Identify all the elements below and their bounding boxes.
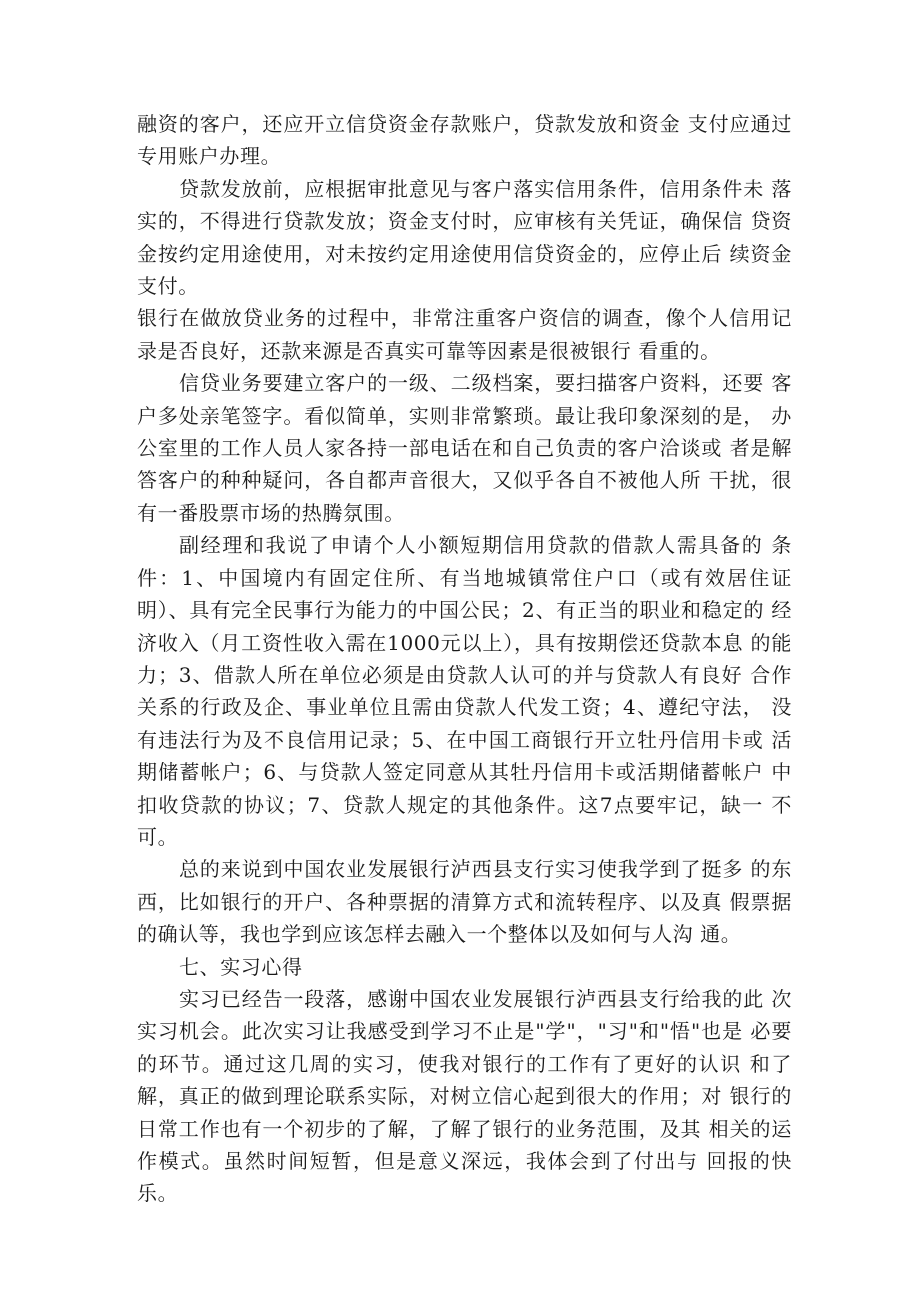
paragraph-4: 信贷业务要建立客户的一级、二级档案，要扫描客户资料，还要 客户多处亲笔签字。看似简单，实则非常繁琐。最让我印象深刻的是， 办公室里的工作人员人家各持一部电话在和自己负责的客户洽谈或 者是解答客户的种种疑问，各自都声音很大，又似乎各自不被他人所 干扰，很有一番股票市场的热腾氛围。 <box>137 371 792 525</box>
paragraph-1: 融资的客户，还应开立信贷资金存款账户，贷款发放和资金 支付应通过专用账户办理。 <box>137 112 792 169</box>
paragraph-2: 贷款发放前，应根据审批意见与客户落实信用条件，信用条件未 落实的，不得进行贷款发放；资金支付时，应审核有关凭证，确保信 贷资金按约定用途使用，对未按约定用途使用信贷资金的，应停止后 续资金支付。 <box>137 176 792 299</box>
section-heading: 七、实习心得 <box>179 954 303 979</box>
paragraph-3: 银行在做放贷业务的过程中，非常注重客户资信的调查，像个人信用记录是否良好，还款来源是否真实可靠等因素是很被银行 看重的。 <box>137 306 792 363</box>
closing-paragraph: 实习已经告一段落，感谢中国农业发展银行泸西县支行给我的此 次实习机会。此次实习让我感受到学习不止是"学"，"习"和"悟"也是 必要的环节。通过这几周的实习，使我对银行的工作有了更好的认识 和了解，真正的做到理论联系实际，对树立信心起到很大的作用；对 银行的日常工作也有一个初步的了解，了解了银行的业务范围，及其 相关的运作模式。虽然时间短暂，但是意义深远，我体会到了付出与 回报的快乐。 <box>137 986 792 1206</box>
document-page <box>137 108 792 1210</box>
paragraph-6: 总的来说到中国农业发展银行泸西县支行实习使我学到了挺多 的东西，比如银行的开户、各种票据的清算方式和流转程序、以及真 假票据的确认等，我也学到应该怎样去融入一个整体以及如何与人沟 通。 <box>137 857 792 947</box>
paragraph-5: 副经理和我说了申请个人小额短期信用贷款的借款人需具备的 条件：1、中国境内有固定住所、有当地城镇常住户口（或有效居住证 明）、具有完全民事行为能力的中国公民；2、有正当的职业和稳定的 经济收入（月工资性收入需在1000元以上），具有按期偿还贷款本息 的能力；3、借款人所在单位必须是由贷款人认可的并与贷款人有良好 合作关系的行政及企、事业单位且需由贷款人代发工资；4、遵纪守法， 没有违法行为及不良信用记录；5、在中国工商银行开立牡丹信用卡或 活期储蓄帐户；6、与贷款人签定同意从其牡丹信用卡或活期储蓄帐户 中扣收贷款的协议；7、贷款人规定的其他条件。这7点要牢记，缺一 不可。 <box>137 533 793 849</box>
